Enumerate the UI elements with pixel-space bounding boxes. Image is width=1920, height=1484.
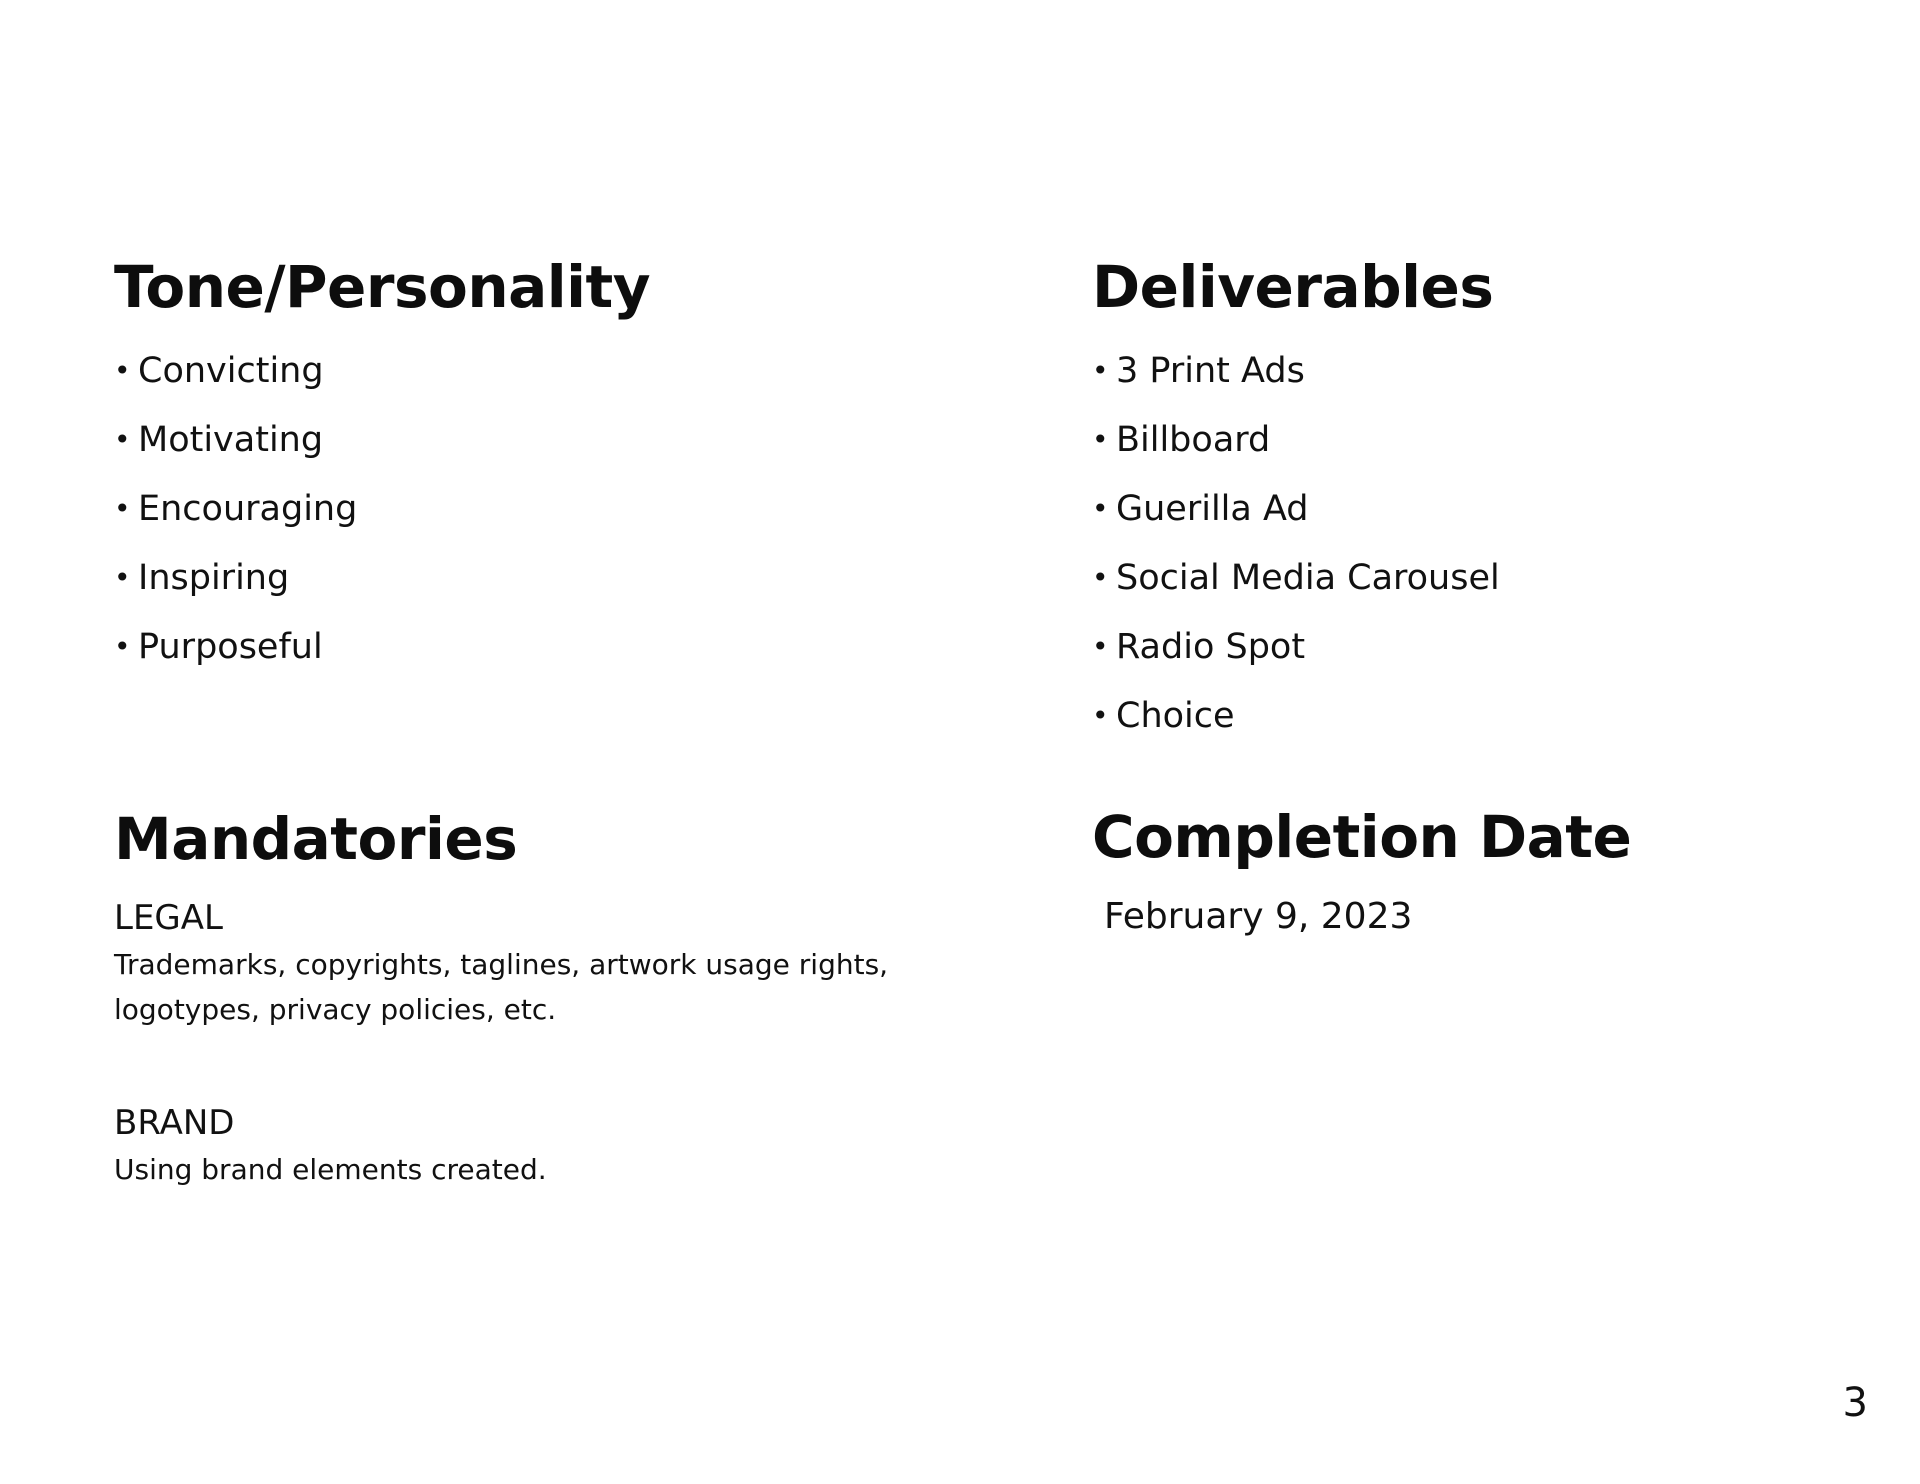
legal-subheading: LEGAL	[114, 898, 223, 938]
list-item	[114, 612, 650, 681]
bullet-icon: •	[114, 354, 131, 387]
deliverables-list	[1092, 336, 1500, 750]
mandatories-section	[114, 805, 974, 1192]
bullet-icon: •	[114, 492, 131, 525]
bullet-icon: •	[1092, 423, 1109, 456]
brand-subheading: BRAND	[114, 1103, 235, 1143]
legal-description: Trademarks, copyrights, taglines, artwork usage rights, logotypes, privacy policies, etc.	[114, 948, 889, 1026]
list-item-text: Purposeful	[138, 627, 323, 667]
tone-list	[114, 336, 650, 681]
completion-date-heading: Completion Date	[1092, 803, 1632, 871]
list-item-text: 3 Print Ads	[1116, 351, 1305, 391]
list-item-text: Radio Spot	[1116, 627, 1306, 667]
bullet-icon: •	[114, 630, 131, 663]
bullet-icon: •	[1092, 699, 1109, 732]
tone-personality-heading: Tone/Personality	[114, 253, 651, 321]
bullet-icon: •	[114, 561, 131, 594]
mandatories-heading: Mandatories	[114, 805, 518, 873]
list-item	[114, 543, 650, 612]
deliverables-section	[1092, 253, 1500, 750]
list-item-text: Choice	[1116, 696, 1235, 736]
bullet-icon: •	[114, 423, 131, 456]
list-item	[1092, 405, 1500, 474]
bullet-icon: •	[1092, 492, 1109, 525]
list-item	[1092, 612, 1500, 681]
list-item	[114, 336, 650, 405]
list-item-text: Billboard	[1116, 420, 1271, 460]
list-item-text: Encouraging	[138, 489, 358, 529]
deliverables-heading: Deliverables	[1092, 253, 1494, 321]
completion-date-section	[1092, 803, 1632, 937]
list-item-text: Inspiring	[138, 558, 290, 598]
tone-personality-section	[114, 253, 651, 681]
list-item-text: Convicting	[138, 351, 324, 391]
bullet-icon: •	[1092, 561, 1109, 594]
list-item-text: Social Media Carousel	[1116, 558, 1500, 598]
list-item	[1092, 474, 1500, 543]
list-item	[1092, 681, 1500, 750]
list-item	[1092, 336, 1500, 405]
brand-description: Using brand elements created.	[114, 1153, 547, 1186]
page-number: 3	[1842, 1380, 1868, 1426]
list-item-text: Motivating	[138, 420, 324, 460]
list-item	[114, 405, 650, 474]
completion-date-value: February 9, 2023	[1104, 896, 1413, 937]
list-item	[1092, 543, 1500, 612]
list-item-text: Guerilla Ad	[1116, 489, 1309, 529]
list-item	[114, 474, 650, 543]
bullet-icon: •	[1092, 630, 1109, 663]
bullet-icon: •	[1092, 354, 1109, 387]
